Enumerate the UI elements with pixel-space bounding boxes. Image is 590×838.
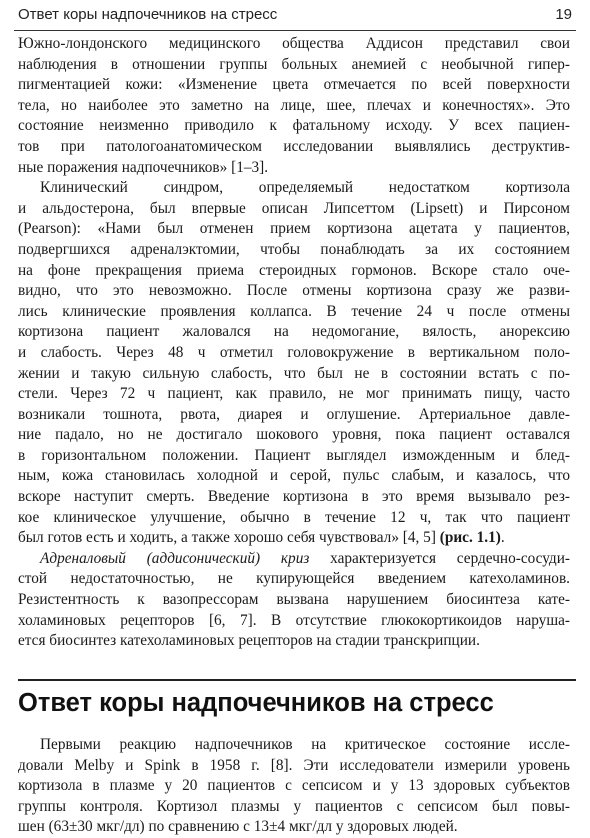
figure-reference: (рис. 1.1) (439, 529, 501, 547)
text-line: пигментацией кожи: «Изменение цвета отмечается по всей поверхности (18, 76, 570, 94)
text-line: в горизонтальном положении. Пациент выглядел изможденным и блед- (18, 446, 570, 464)
text-line: и альдостерона, был впервые описан Липсеттом (Lipsett) и Пирсоном (18, 199, 570, 217)
text-line: на фоне прекращения приема стероидных гормонов. Вскоре стало оче- (18, 261, 570, 279)
paragraph-crisis (18, 549, 570, 652)
paragraph-lipsett (18, 178, 570, 549)
text-line: наблюдения в отношении группы больных анемией с необычной гипер- (18, 55, 570, 73)
text-line: возникали тошнота, рвота, диарея и оглушение. Артериальное давле- (18, 405, 570, 423)
text-line: стой недостаточностью, не купирующейся введением катехоламинов. (18, 570, 570, 588)
text-line: вскоре наступит смерть. Введение кортизона в это время вызывало рез- (18, 488, 570, 506)
text-line: тов при патологоанатомическом исследовании выявлялись деструктив- (18, 137, 570, 155)
text-line: тела, но наиболее это заметно на лице, шее, плечах и конечностях». Это (18, 96, 570, 114)
text-line: Первыми реакцию надпочечников на критическое состояние иссле- (40, 736, 570, 753)
text-line: Клинический синдром, определяемый недостатком кортизола (40, 179, 570, 197)
text-line: жении и такую сильную слабость, что был не в состоянии встать с по- (18, 364, 570, 382)
text-line: группы контроля. Кортизол плазмы у пациентов с сепсисом был повы- (18, 797, 570, 815)
text-line-part: характеризуется сердечно-сосуди- (309, 549, 570, 567)
running-title: Ответ коры надпочечников на стресс (18, 6, 278, 23)
text-line: (Pearson): «Нами был отменен прием кортизона ацетата у пациентов, (18, 220, 570, 238)
page-number: 19 (555, 6, 572, 23)
text-line: состояние неизменно приводило к фатальному исходу. У всех пациен- (18, 117, 570, 135)
running-header (14, 0, 576, 31)
text-line: Южно-лондонского медицинского общества Аддисон представил свои (18, 35, 570, 52)
text-line: ным, кожа становилась холодной и серой, пульс слабым, и казалось, что (18, 467, 570, 485)
text-line: кортизона пациент жаловался на недомогание, вялость, анорексию (18, 323, 570, 341)
text-line: и слабость. Через 48 ч отметил головокружение в вертикальном поло- (18, 343, 570, 361)
text-line (18, 528, 570, 549)
text-line: ется биосинтез катехоламиновых рецепторов на стадии транскрипции. (18, 632, 480, 650)
main-text (18, 34, 570, 652)
text-line: ные поражения надпочечников» [1–3]. (18, 158, 269, 176)
section-heading: Ответ коры надпочечников на стресс (18, 679, 576, 723)
text-line: видно, что это невозможно. После отмены кортизона сразу же разви- (18, 282, 570, 300)
text-line: кое клиническое улучшение, обычно в течение 12 ч, так что пациент (18, 508, 570, 526)
text-line-part: . (500, 529, 505, 547)
text-line: стели. Через 72 ч пациент, как правило, не мог принимать пищу, часто (18, 385, 570, 403)
text-line: кортизола в плазме у 20 пациентов с сепсисом и у 13 здоровых субъектов (18, 777, 570, 795)
text-line: лись клинические проявления коллапса. В течение 24 ч после отмены (18, 302, 570, 320)
text-line: подвергшихся адреналэктомии, чтобы понаблюдать за их состоянием (18, 240, 570, 258)
text-line (18, 549, 570, 570)
paragraph-addison (18, 34, 570, 178)
section-text (18, 735, 570, 838)
text-line: шен (63±30 мкг/дл) по сравнению с 13±4 мкг/дл у здоровых людей. (18, 818, 458, 836)
text-line: довали Melby и Spink в 1958 г. [8]. Эти исследователи измерили уровень (18, 756, 570, 774)
italic-term: Адреналовый (аддисонический) криз (40, 549, 310, 567)
text-line: Резистентность к вазопрессорам вызвана нарушением биосинтеза кате- (18, 591, 570, 609)
text-line-part: был готов есть и ходить, а также хорошо себя чувствовал» [4, 5] (18, 529, 440, 547)
text-line: холаминовых рецепторов [6, 7]. В отсутствие глюкокортикоидов наруша- (18, 611, 570, 629)
text-line: ние падало, но не достигало шокового уровня, пока пациент оставался (18, 426, 570, 444)
